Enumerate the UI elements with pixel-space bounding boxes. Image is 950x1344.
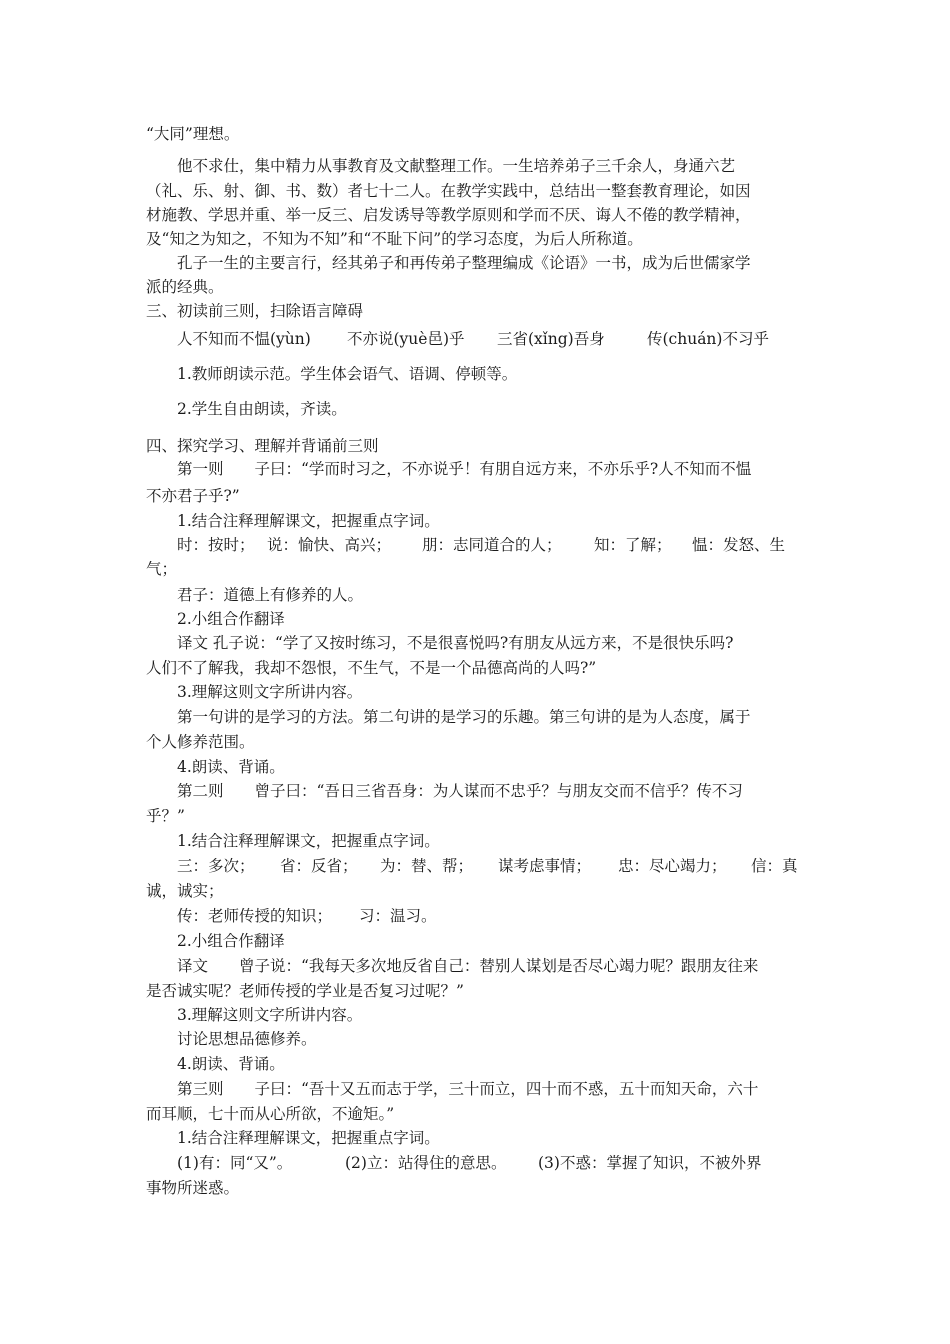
pinyin-item: 传(chuán)不习乎 [647,330,769,348]
pinyin-item: 不亦说(yuè邑)乎 [347,330,465,348]
text-line: 及“知之为知之，不知为不知”和“不耻下问”的学习态度，为后人所称道。 [146,230,643,248]
notes-row [177,855,798,877]
note-item: 习：温习。 [359,907,437,925]
pinyin-item: 三省(xǐng)吾身 [497,330,605,348]
note-item: 谋考虑事情； [498,857,592,875]
note-item: 说：愉快、高兴； [267,536,392,554]
text-line: 派的经典。 [146,278,224,296]
text-line: 第三则 子曰：“吾十又五而志于学，三十而立，四十而不惑，五十而知天命，六十 [177,1080,759,1098]
text-line: 君子：道德上有修养的人。 [177,586,364,604]
text-line: 2.小组合作翻译 [177,610,285,628]
note-item: 三：多次； [177,857,255,875]
notes-row [177,1152,761,1174]
text-line: 人们不了解我，我却不怨恨，不生气，不是一个品德高尚的人吗?” [146,659,597,677]
section-heading: 四、探究学习、理解并背诵前三则 [146,437,379,455]
text-line: 4.朗读、背诵。 [177,1055,285,1073]
text-line: 讨论思想品德修养。 [177,1030,317,1048]
text-line: 是否诚实呢？老师传授的学业是否复习过呢？” [146,982,464,1000]
text-line: 1.教师朗读示范。学生体会语气、语调、停顿等。 [177,365,518,383]
text-line: 3.理解这则文字所讲内容。 [177,683,363,701]
text-line: 2.小组合作翻译 [177,932,285,950]
note-item: 信：真 [751,857,798,875]
note-item: 省：反省； [280,857,358,875]
text-line: 而耳顺，七十而从心所欲，不逾矩。” [146,1105,395,1123]
note-item: 知：了解； [594,536,672,554]
note-item: (3)不惑：掌握了知识，不被外界 [538,1154,762,1172]
text-line: 气； [146,560,178,578]
text-line: 材施教、学思并重、举一反三、启发诱导等教学原则和学而不厌、诲人不倦的教学精神， [146,206,751,224]
text-line: （礼、乐、射、御、书、数）者七十二人。在教学实践中，总结出一整套教育理论，如因 [146,182,751,200]
section-heading: 三、初读前三则，扫除语言障碍 [146,302,364,320]
text-line: 译文 孔子说：“学了又按时练习，不是很喜悦吗?有朋友从远方来，不是很快乐吗? [177,634,734,652]
text-line: 他不求仕，集中精力从事教育及文献整理工作。一生培养弟子三千余人，身通六艺 [177,157,736,175]
note-item: (2)立：站得住的意思。 [345,1154,507,1172]
text-line: 译文 曾子说：“我每天多次地反省自己：替别人谋划是否尽心竭力呢？跟朋友往来 [177,957,759,975]
text-line: 乎？” [146,807,185,825]
notes-row [177,534,785,556]
note-item: 愠：发怒、生 [692,536,786,554]
text-line: 1.结合注释理解课文，把握重点字词。 [177,1129,440,1147]
text-line: 4.朗读、背诵。 [177,758,285,776]
text-line: 孔子一生的主要言行，经其弟子和再传弟子整理编成《论语》一书，成为后世儒家学 [177,254,751,272]
note-item: (1)有：同“又”。 [177,1154,293,1172]
text-line: 事物所迷惑。 [146,1179,240,1197]
text-line: 3.理解这则文字所讲内容。 [177,1006,363,1024]
note-item: 忠：尽心竭力； [618,857,727,875]
pinyin-row [177,328,769,350]
notes-row [177,905,437,927]
note-item: 时：按时； [177,536,255,554]
note-item: 朋：志同道合的人； [422,536,562,554]
text-line: “大同”理想。 [146,125,240,143]
text-line: 诚，诚实； [146,882,224,900]
note-item: 为：替、帮； [380,857,474,875]
text-line: 不亦君子乎?” [146,487,240,505]
text-line: 第一则 子曰：“学而时习之，不亦说乎！有朋自远方来，不亦乐乎?人不知而不愠 [177,460,752,478]
text-line: 1.结合注释理解课文，把握重点字词。 [177,512,440,530]
note-item: 传：老师传授的知识； [177,907,333,925]
text-line: 第一句讲的是学习的方法。第二句讲的是学习的乐趣。第三句讲的是为人态度，属于 [177,708,751,726]
pinyin-item: 人不知而不愠(yùn) [177,330,311,348]
text-line: 2.学生自由朗读，齐读。 [177,400,347,418]
text-line: 第二则 曾子曰：“吾日三省吾身：为人谋而不忠乎？与朋友交而不信乎？传不习 [177,782,743,800]
text-line: 1.结合注释理解课文，把握重点字词。 [177,832,440,850]
text-line: 个人修养范围。 [146,733,255,751]
